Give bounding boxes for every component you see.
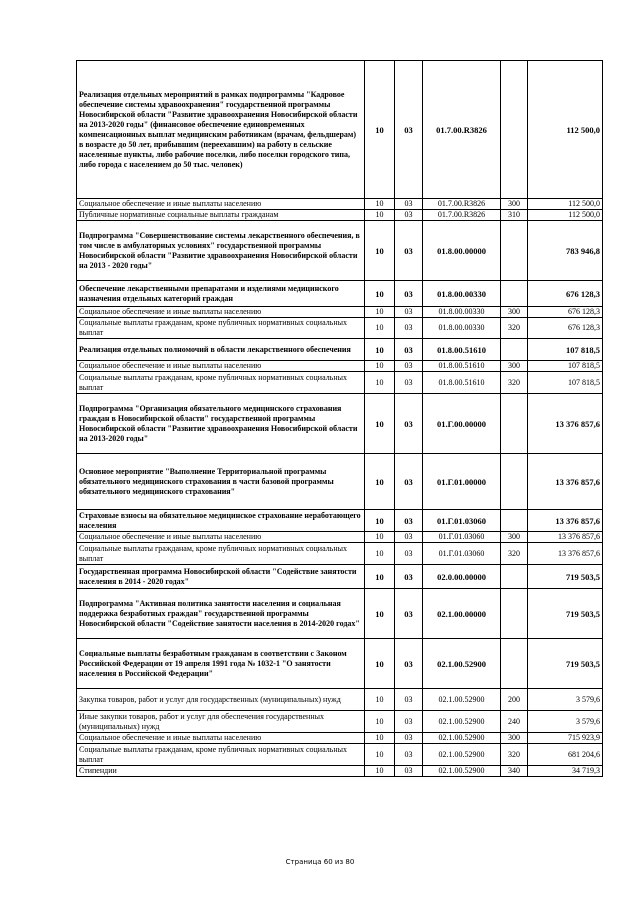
amount-cell: 34 719,3 xyxy=(528,766,603,777)
subsection-code-cell: 03 xyxy=(395,307,423,318)
item-name-cell: Закупка товаров, работ и услуг для государственных (муниципальных) нужд xyxy=(77,689,365,711)
table-row xyxy=(77,339,603,361)
subsection-code-cell: 03 xyxy=(395,766,423,777)
section-code-cell: 10 xyxy=(365,210,395,221)
item-name-cell: Реализация отдельных полномочий в области лекарственного обеспечения xyxy=(77,339,365,361)
section-code-cell: 10 xyxy=(365,61,395,199)
amount-cell: 107 818,5 xyxy=(528,361,603,372)
table-row xyxy=(77,454,603,510)
subsection-code-cell: 03 xyxy=(395,394,423,454)
subsection-code-cell: 03 xyxy=(395,589,423,639)
amount-cell: 107 818,5 xyxy=(528,339,603,361)
section-code-cell: 10 xyxy=(365,510,395,532)
subsection-code-cell: 03 xyxy=(395,318,423,339)
amount-cell: 681 204,6 xyxy=(528,744,603,766)
target-article-code-cell: 01.Г.01.03060 xyxy=(423,510,501,532)
amount-cell: 13 376 857,6 xyxy=(528,394,603,454)
amount-cell: 719 503,5 xyxy=(528,565,603,589)
section-code-cell: 10 xyxy=(365,221,395,281)
item-name-cell: Публичные нормативные социальные выплаты гражданам xyxy=(77,210,365,221)
item-name-cell: Социальное обеспечение и иные выплаты населению xyxy=(77,307,365,318)
section-code-cell: 10 xyxy=(365,711,395,733)
amount-cell: 13 376 857,6 xyxy=(528,543,603,565)
item-name-cell: Государственная программа Новосибирской области "Содействие занятости населения в 2014 - 2020 годах" xyxy=(77,565,365,589)
section-code-cell: 10 xyxy=(365,361,395,372)
table-row xyxy=(77,543,603,565)
amount-cell: 107 818,5 xyxy=(528,372,603,394)
section-code-cell: 10 xyxy=(365,532,395,543)
amount-cell: 719 503,5 xyxy=(528,639,603,689)
expense-type-code-cell xyxy=(501,589,528,639)
expense-type-code-cell: 340 xyxy=(501,766,528,777)
section-code-cell: 10 xyxy=(365,689,395,711)
subsection-code-cell: 03 xyxy=(395,744,423,766)
expense-type-code-cell: 320 xyxy=(501,372,528,394)
expense-type-code-cell xyxy=(501,639,528,689)
target-article-code-cell: 01.8.00.00330 xyxy=(423,318,501,339)
expense-type-code-cell xyxy=(501,565,528,589)
target-article-code-cell: 01.8.00.00330 xyxy=(423,281,501,307)
amount-cell: 676 128,3 xyxy=(528,281,603,307)
expense-type-code-cell: 300 xyxy=(501,307,528,318)
expense-type-code-cell xyxy=(501,510,528,532)
table-row xyxy=(77,61,603,199)
section-code-cell: 10 xyxy=(365,639,395,689)
target-article-code-cell: 01.8.00.00330 xyxy=(423,307,501,318)
subsection-code-cell: 03 xyxy=(395,454,423,510)
item-name-cell: Подпрограмма "Организация обязательного медицинского страхования граждан в Новосибирской области" государственной программы Новосибирской области "Развитие здравоохранения Новосибирской области на 2013-2020 годы" xyxy=(77,394,365,454)
page-number: Страница 60 из 80 xyxy=(285,858,355,866)
table-row xyxy=(77,199,603,210)
table-row xyxy=(77,318,603,339)
table-row xyxy=(77,589,603,639)
amount-cell: 783 946,8 xyxy=(528,221,603,281)
amount-cell: 112 500,0 xyxy=(528,199,603,210)
table-row xyxy=(77,210,603,221)
item-name-cell: Социальное обеспечение и иные выплаты населению xyxy=(77,532,365,543)
target-article-code-cell: 01.8.00.51610 xyxy=(423,372,501,394)
subsection-code-cell: 03 xyxy=(395,510,423,532)
expense-type-code-cell xyxy=(501,281,528,307)
target-article-code-cell: 01.8.00.51610 xyxy=(423,361,501,372)
table-row xyxy=(77,733,603,744)
expense-type-code-cell: 310 xyxy=(501,210,528,221)
amount-cell: 3 579,6 xyxy=(528,689,603,711)
section-code-cell: 10 xyxy=(365,199,395,210)
item-name-cell: Стипендии xyxy=(77,766,365,777)
section-code-cell: 10 xyxy=(365,565,395,589)
item-name-cell: Подпрограмма "Активная политика занятости населения и социальная поддержка безработных граждан" государственной программы Новосибирской области "Содействие занятости населения в 2014-2020 годах" xyxy=(77,589,365,639)
expense-type-code-cell: 200 xyxy=(501,689,528,711)
subsection-code-cell: 03 xyxy=(395,361,423,372)
item-name-cell: Иные закупки товаров, работ и услуг для обеспечения государственных (муниципальных) нужд xyxy=(77,711,365,733)
section-code-cell: 10 xyxy=(365,744,395,766)
subsection-code-cell: 03 xyxy=(395,339,423,361)
subsection-code-cell: 03 xyxy=(395,532,423,543)
table-row xyxy=(77,532,603,543)
target-article-code-cell: 02.1.00.52900 xyxy=(423,744,501,766)
amount-cell: 676 128,3 xyxy=(528,318,603,339)
item-name-cell: Подпрограмма "Совершенствование системы лекарственного обеспечения, в том числе в амбулаторных условиях" государственной программы Новосибирской области "Развитие здравоохранения Новосибирской области на 2013 - 2020 годы" xyxy=(77,221,365,281)
amount-cell: 676 128,3 xyxy=(528,307,603,318)
item-name-cell: Социальные выплаты гражданам, кроме публичных нормативных социальных выплат xyxy=(77,372,365,394)
table-row xyxy=(77,361,603,372)
expense-type-code-cell xyxy=(501,61,528,199)
item-name-cell: Социальные выплаты безработным гражданам в соответствии с Законом Российской Федерации от 19 апреля 1991 года № 1032-1 "О занятости населения в Российской Федерации" xyxy=(77,639,365,689)
target-article-code-cell: 02.1.00.52900 xyxy=(423,689,501,711)
target-article-code-cell: 02.1.00.52900 xyxy=(423,733,501,744)
section-code-cell: 10 xyxy=(365,589,395,639)
section-code-cell: 10 xyxy=(365,281,395,307)
item-name-cell: Социальные выплаты гражданам, кроме публичных нормативных социальных выплат xyxy=(77,744,365,766)
amount-cell: 3 579,6 xyxy=(528,711,603,733)
target-article-code-cell: 01.8.00.00000 xyxy=(423,221,501,281)
table-row xyxy=(77,689,603,711)
subsection-code-cell: 03 xyxy=(395,639,423,689)
expense-type-code-cell xyxy=(501,394,528,454)
section-code-cell: 10 xyxy=(365,454,395,510)
target-article-code-cell: 01.7.00.R3826 xyxy=(423,61,501,199)
amount-cell: 13 376 857,6 xyxy=(528,510,603,532)
subsection-code-cell: 03 xyxy=(395,733,423,744)
target-article-code-cell: 01.Г.01.03060 xyxy=(423,543,501,565)
budget-table xyxy=(76,60,603,777)
table-row xyxy=(77,307,603,318)
expense-type-code-cell: 240 xyxy=(501,711,528,733)
table-row xyxy=(77,711,603,733)
item-name-cell: Социальное обеспечение и иные выплаты населению xyxy=(77,733,365,744)
section-code-cell: 10 xyxy=(365,766,395,777)
table-row xyxy=(77,744,603,766)
target-article-code-cell: 01.Г.01.00000 xyxy=(423,454,501,510)
target-article-code-cell: 01.7.00.R3826 xyxy=(423,199,501,210)
subsection-code-cell: 03 xyxy=(395,689,423,711)
subsection-code-cell: 03 xyxy=(395,61,423,199)
table-row xyxy=(77,372,603,394)
subsection-code-cell: 03 xyxy=(395,543,423,565)
subsection-code-cell: 03 xyxy=(395,221,423,281)
table-row xyxy=(77,281,603,307)
item-name-cell: Социальные выплаты гражданам, кроме публичных нормативных социальных выплат xyxy=(77,543,365,565)
target-article-code-cell: 02.1.00.52900 xyxy=(423,766,501,777)
amount-cell: 719 503,5 xyxy=(528,589,603,639)
amount-cell: 112 500,0 xyxy=(528,210,603,221)
item-name-cell: Обеспечение лекарственными препаратами и изделиями медицинского назначения отдельных категорий граждан xyxy=(77,281,365,307)
table-row xyxy=(77,510,603,532)
item-name-cell: Страховые взносы на обязательное медицинское страхование неработающего населения xyxy=(77,510,365,532)
target-article-code-cell: 01.Г.00.00000 xyxy=(423,394,501,454)
expense-type-code-cell xyxy=(501,221,528,281)
target-article-code-cell: 02.1.00.52900 xyxy=(423,711,501,733)
section-code-cell: 10 xyxy=(365,543,395,565)
expense-type-code-cell xyxy=(501,454,528,510)
expense-type-code-cell: 300 xyxy=(501,361,528,372)
expense-type-code-cell: 300 xyxy=(501,199,528,210)
item-name-cell: Основное мероприятие "Выполнение Территориальной программы обязательного медицинского страхования в части базовой программы обязательного медицинского страхования" xyxy=(77,454,365,510)
table-row xyxy=(77,639,603,689)
budget-table-body xyxy=(77,61,603,777)
target-article-code-cell: 02.1.00.00000 xyxy=(423,589,501,639)
expense-type-code-cell: 320 xyxy=(501,318,528,339)
section-code-cell: 10 xyxy=(365,372,395,394)
item-name-cell: Реализация отдельных мероприятий в рамках подпрограммы "Кадровое обеспечение системы здравоохранения" государственной программы Новосибирской области "Развитие здравоохранения Новосибирской области на 2013-2020 годы" (финансовое обеспечение единовременных компенсационных выплат медицинским работникам (врачам, фельдшерам) в возрасте до 50 лет, прибывшим (переехавшим) на работу в сельские населенные пункты, либо рабочие поселки, либо поселки городского типа, либо города с населением до 50 тыс. человек) xyxy=(77,61,365,199)
expense-type-code-cell: 300 xyxy=(501,733,528,744)
subsection-code-cell: 03 xyxy=(395,372,423,394)
subsection-code-cell: 03 xyxy=(395,565,423,589)
target-article-code-cell: 01.8.00.51610 xyxy=(423,339,501,361)
section-code-cell: 10 xyxy=(365,339,395,361)
amount-cell: 112 500,0 xyxy=(528,61,603,199)
amount-cell: 13 376 857,6 xyxy=(528,454,603,510)
target-article-code-cell: 02.0.00.00000 xyxy=(423,565,501,589)
section-code-cell: 10 xyxy=(365,733,395,744)
expense-type-code-cell: 320 xyxy=(501,543,528,565)
expense-type-code-cell: 300 xyxy=(501,532,528,543)
section-code-cell: 10 xyxy=(365,307,395,318)
item-name-cell: Социальное обеспечение и иные выплаты населению xyxy=(77,361,365,372)
amount-cell: 13 376 857,6 xyxy=(528,532,603,543)
expense-type-code-cell xyxy=(501,339,528,361)
table-row xyxy=(77,766,603,777)
table-row xyxy=(77,221,603,281)
section-code-cell: 10 xyxy=(365,394,395,454)
amount-cell: 715 923,9 xyxy=(528,733,603,744)
target-article-code-cell: 01.7.00.R3826 xyxy=(423,210,501,221)
table-row xyxy=(77,394,603,454)
target-article-code-cell: 02.1.00.52900 xyxy=(423,639,501,689)
expense-type-code-cell: 320 xyxy=(501,744,528,766)
subsection-code-cell: 03 xyxy=(395,711,423,733)
item-name-cell: Социальные выплаты гражданам, кроме публичных нормативных социальных выплат xyxy=(77,318,365,339)
item-name-cell: Социальное обеспечение и иные выплаты населению xyxy=(77,199,365,210)
subsection-code-cell: 03 xyxy=(395,281,423,307)
target-article-code-cell: 01.Г.01.03060 xyxy=(423,532,501,543)
table-row xyxy=(77,565,603,589)
section-code-cell: 10 xyxy=(365,318,395,339)
subsection-code-cell: 03 xyxy=(395,210,423,221)
subsection-code-cell: 03 xyxy=(395,199,423,210)
